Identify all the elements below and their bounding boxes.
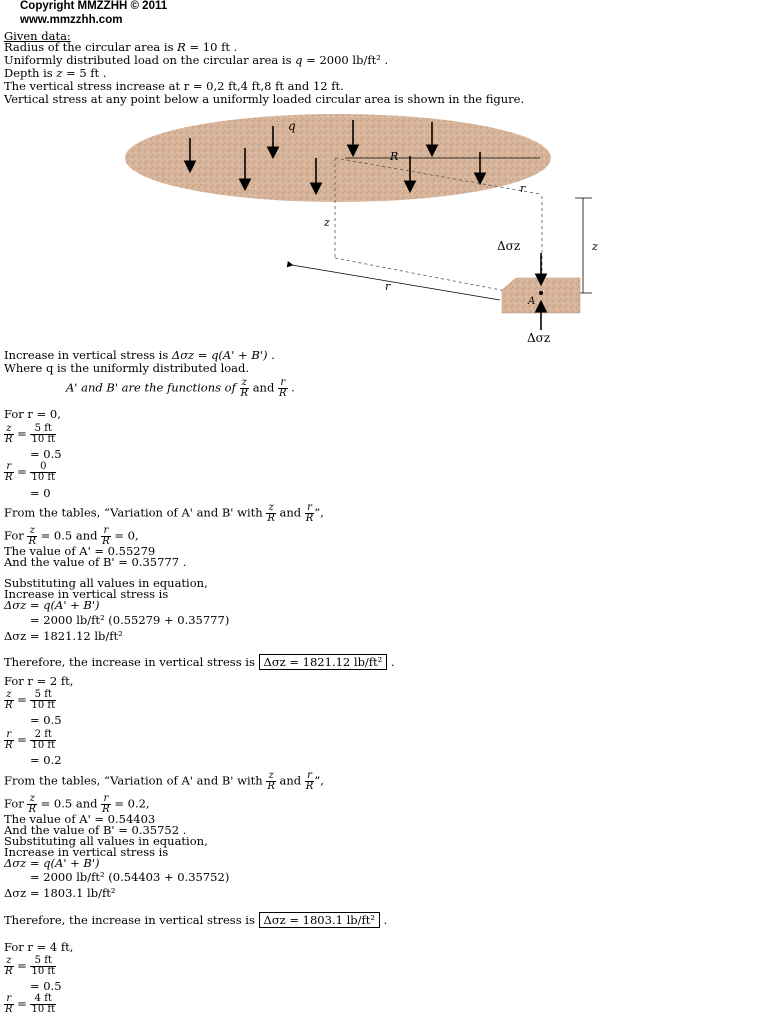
r0-increase: Increase in vertical stress is bbox=[4, 587, 169, 601]
r2-increase: Increase in vertical stress is bbox=[4, 845, 169, 859]
r2-zR-val: = 0.5 bbox=[30, 713, 62, 727]
given-depth: Depth is z = 5 ft . bbox=[4, 66, 107, 80]
r0-rR-val: = 0 bbox=[30, 486, 51, 500]
label-R: R bbox=[390, 150, 399, 163]
r2-for-values: For $\frac{z}{R}$ = 0.5 and $\frac{r}{R}$ = 0.2, bbox=[4, 793, 150, 815]
r0-zR-val: = 0.5 bbox=[30, 447, 62, 461]
r4-zR-val: = 0.5 bbox=[30, 979, 62, 993]
label-delta-top: Δσz bbox=[497, 239, 521, 253]
r2-zR: $\frac{z}{R}$ = $\frac{5 ft}{10 ft}$ bbox=[5, 689, 56, 711]
label-z-left: z bbox=[324, 216, 330, 229]
method-eq: Increase in vertical stress is Δσz = q(A' + B') . bbox=[4, 348, 275, 362]
r0-for-values: For $\frac{z}{R}$ = 0.5 and $\frac{r}{R}$ = 0, bbox=[4, 525, 139, 547]
r2-rR-val: = 0.2 bbox=[30, 753, 62, 767]
label-r-bottom: r bbox=[385, 280, 391, 293]
r2-tables: From the tables, “Variation of A' and B' with $\frac{z}{R}$ and $\frac{r}{R}$ ”, bbox=[4, 770, 324, 792]
r0-substituting: Substituting all values in equation, bbox=[4, 576, 208, 590]
r0-line3: Δσz = 1821.12 lb/ft² bbox=[4, 629, 123, 643]
r2-line2: = 2000 lb/ft² (0.54403 + 0.35752) bbox=[30, 870, 230, 884]
label-delta-bottom: Δσz bbox=[527, 331, 551, 345]
r0-therefore: Therefore, the increase in vertical stress is Δσz = 1821.12 lb/ft² . bbox=[4, 655, 395, 669]
method-functions: A' and B' are the functions of $\frac{z}{R}$ and $\frac{r}{R}$ . bbox=[66, 377, 295, 399]
given-load: Uniformly distributed load on the circular area is q = 2000 lb/ft² . bbox=[4, 53, 389, 67]
label-A: A bbox=[528, 296, 536, 307]
r2-substituting: Substituting all values in equation, bbox=[4, 834, 208, 848]
copyright-text: Copyright MMZZHH © 2011 bbox=[20, 0, 168, 12]
given-heading: Given data: bbox=[4, 29, 71, 43]
r4-zR: $\frac{z}{R}$ = $\frac{5 ft}{10 ft}$ bbox=[5, 955, 56, 977]
r2-answer-box: Δσz = 1803.1 lb/ft² bbox=[259, 912, 380, 928]
r0-rR: $\frac{r}{R}$ = $\frac{0}{10 ft}$ bbox=[5, 461, 56, 483]
r0-for: For r = 0, bbox=[4, 407, 61, 421]
r2-B-value: And the value of B' = 0.35752 . bbox=[4, 823, 187, 837]
r2-for: For r = 2 ft, bbox=[4, 674, 74, 688]
r0-zR: $\frac{z}{R}$ = $\frac{5 ft}{10 ft}$ bbox=[5, 423, 56, 445]
r0-answer-box: Δσz = 1821.12 lb/ft² bbox=[259, 654, 388, 670]
given-figure-note: Vertical stress at any point below a uniformly loaded circular area is shown in the figure. bbox=[4, 92, 525, 106]
label-r-top: r bbox=[520, 182, 526, 195]
given-radius: Radius of the circular area is R = 10 ft . bbox=[4, 40, 238, 54]
r2-A-value: The value of A' = 0.54403 bbox=[4, 812, 156, 826]
r4-rR: $\frac{r}{R}$ = $\frac{4 ft}{10 ft}$ bbox=[5, 993, 56, 1015]
method-where: Where q is the uniformly distributed load. bbox=[4, 361, 250, 375]
r2-line1: Δσz = q(A' + B') bbox=[4, 856, 100, 870]
stress-figure bbox=[0, 108, 768, 348]
r0-line1: Δσz = q(A' + B') bbox=[4, 598, 100, 612]
label-q: q bbox=[288, 119, 296, 133]
r0-A-value: The value of A' = 0.55279 bbox=[4, 544, 156, 558]
r2-line3: Δσz = 1803.1 lb/ft² bbox=[4, 886, 116, 900]
r0-B-value: And the value of B' = 0.35777 . bbox=[4, 555, 187, 569]
given-increase: The vertical stress increase at r = 0,2 ft,4 ft,8 ft and 12 ft. bbox=[4, 79, 344, 93]
r2-therefore: Therefore, the increase in vertical stress is Δσz = 1803.1 lb/ft² . bbox=[4, 913, 388, 927]
r4-for: For r = 4 ft, bbox=[4, 940, 74, 954]
r0-tables: From the tables, “Variation of A' and B' with $\frac{z}{R}$ and $\frac{r}{R}$ ”, bbox=[4, 502, 324, 524]
website-text: www.mmzzhh.com bbox=[20, 14, 123, 26]
r2-rR: $\frac{r}{R}$ = $\frac{2 ft}{10 ft}$ bbox=[5, 729, 56, 751]
label-z-right: z bbox=[592, 240, 598, 253]
r0-line2: = 2000 lb/ft² (0.55279 + 0.35777) bbox=[30, 613, 230, 627]
